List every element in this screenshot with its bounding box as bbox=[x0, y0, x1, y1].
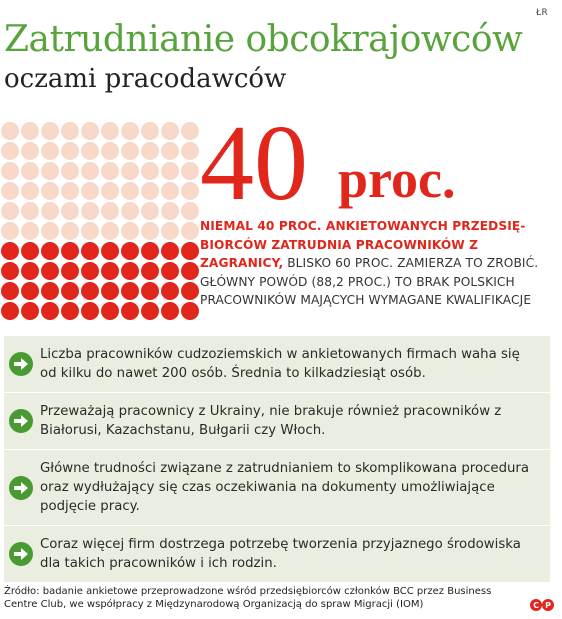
dot-empty bbox=[61, 202, 79, 220]
svg-text:P: P bbox=[545, 601, 551, 610]
dot-filled bbox=[41, 302, 59, 320]
dot-filled bbox=[121, 242, 139, 260]
dot-empty bbox=[141, 222, 159, 240]
dot-filled bbox=[81, 282, 99, 300]
dot-filled bbox=[181, 262, 199, 280]
dot-empty bbox=[141, 122, 159, 140]
dot-filled bbox=[121, 282, 139, 300]
dot-empty bbox=[61, 142, 79, 160]
cp-logo-icon bbox=[529, 598, 555, 612]
author-credit: ŁR bbox=[536, 8, 549, 18]
highlight-description bbox=[200, 217, 540, 310]
dot-filled bbox=[161, 302, 179, 320]
dot-filled bbox=[121, 302, 139, 320]
dot-filled bbox=[21, 242, 39, 260]
dot-filled bbox=[141, 262, 159, 280]
list-item-text: Liczba pracowników cudzoziemskich w ankietowanych firmach waha się od kilku do nawet 200 osób. Średnia to kilkadziesiąt osób. bbox=[40, 347, 520, 381]
dot-empty bbox=[161, 222, 179, 240]
dot-empty bbox=[141, 162, 159, 180]
dot-empty bbox=[41, 202, 59, 220]
dot-empty bbox=[41, 222, 59, 240]
dot-empty bbox=[121, 142, 139, 160]
dot-empty bbox=[121, 122, 139, 140]
list-item bbox=[4, 336, 550, 392]
dot-empty bbox=[181, 202, 199, 220]
dot-filled bbox=[21, 302, 39, 320]
dot-filled bbox=[181, 302, 199, 320]
dot-empty bbox=[161, 162, 179, 180]
dot-empty bbox=[181, 222, 199, 240]
arrow-right-circle-icon bbox=[8, 475, 34, 501]
highlight-unit: proc. bbox=[338, 149, 456, 209]
dot-filled bbox=[181, 282, 199, 300]
highlight-description-bold: NIEMAL 40 PROC. ANKIETOWANYCH PRZEDSIĘ-BIORCÓW ZATRUDNIA PRACOWNIKÓW Z ZAGRANICY, bbox=[200, 219, 526, 270]
dot-empty bbox=[21, 222, 39, 240]
dot-empty bbox=[21, 202, 39, 220]
dot-filled bbox=[81, 302, 99, 320]
dot-filled bbox=[81, 262, 99, 280]
dot-empty bbox=[21, 162, 39, 180]
dot-filled bbox=[21, 262, 39, 280]
arrow-right-circle-icon bbox=[8, 541, 34, 567]
dot-filled bbox=[141, 282, 159, 300]
dot-empty bbox=[121, 222, 139, 240]
dot-empty bbox=[81, 202, 99, 220]
list-item bbox=[4, 393, 550, 449]
dot-filled bbox=[141, 242, 159, 260]
dot-empty bbox=[1, 122, 19, 140]
dot-empty bbox=[101, 162, 119, 180]
dot-filled bbox=[121, 262, 139, 280]
dot-empty bbox=[81, 182, 99, 200]
dot-empty bbox=[21, 182, 39, 200]
infographic-subtitle: oczami pracodawców bbox=[4, 64, 287, 94]
dot-filled bbox=[41, 242, 59, 260]
dot-empty bbox=[101, 142, 119, 160]
dot-empty bbox=[161, 182, 179, 200]
dot-empty bbox=[1, 182, 19, 200]
dot-filled bbox=[101, 262, 119, 280]
list-item-text: Coraz więcej firm dostrzega potrzebę tworzenia przyjaznego środowiska dla takich pracowników i ich rodzin. bbox=[40, 537, 521, 571]
dot-empty bbox=[121, 202, 139, 220]
dot-empty bbox=[21, 142, 39, 160]
dot-filled bbox=[61, 242, 79, 260]
dot-empty bbox=[141, 202, 159, 220]
dot-empty bbox=[1, 222, 19, 240]
list-item-text: Główne trudności związane z zatrudnianiem to skomplikowana procedura oraz wydłużający się czas oczekiwania na dokumenty umożliwiające podjęcie pracy. bbox=[40, 461, 530, 514]
list-item bbox=[4, 450, 550, 525]
dot-filled bbox=[1, 282, 19, 300]
dot-filled bbox=[101, 282, 119, 300]
dot-empty bbox=[101, 222, 119, 240]
dot-empty bbox=[81, 222, 99, 240]
arrow-right-circle-icon bbox=[8, 351, 34, 377]
dot-empty bbox=[101, 122, 119, 140]
dot-empty bbox=[41, 142, 59, 160]
dot-filled bbox=[81, 242, 99, 260]
dot-filled bbox=[161, 242, 179, 260]
dot-empty bbox=[161, 122, 179, 140]
dot-empty bbox=[61, 162, 79, 180]
dot-empty bbox=[181, 162, 199, 180]
dot-empty bbox=[121, 162, 139, 180]
dot-empty bbox=[1, 162, 19, 180]
dot-empty bbox=[101, 182, 119, 200]
source-note: Źródło: badanie ankietowe przeprowadzone wśród przedsiębiorców członków BCC przez Business Centre Club, we współpracy z Międzynarodową Organizacją do spraw Migracji (IOM) bbox=[4, 586, 492, 610]
dot-filled bbox=[101, 242, 119, 260]
dot-empty bbox=[161, 142, 179, 160]
dot-filled bbox=[161, 282, 179, 300]
dot-empty bbox=[181, 182, 199, 200]
percentage-dot-grid bbox=[0, 121, 200, 321]
dot-empty bbox=[121, 182, 139, 200]
dot-filled bbox=[141, 302, 159, 320]
dot-empty bbox=[81, 122, 99, 140]
dot-empty bbox=[141, 142, 159, 160]
list-item-text: Przeważają pracownicy z Ukrainy, nie brakuje również pracowników z Białorusi, Kazachstanu, Bułgarii czy Włoch. bbox=[40, 404, 502, 438]
dot-empty bbox=[1, 202, 19, 220]
dot-filled bbox=[61, 302, 79, 320]
dot-filled bbox=[101, 302, 119, 320]
dot-empty bbox=[41, 162, 59, 180]
dot-filled bbox=[161, 262, 179, 280]
dot-empty bbox=[1, 142, 19, 160]
svg-text:C: C bbox=[533, 601, 539, 610]
dot-empty bbox=[101, 202, 119, 220]
dot-filled bbox=[1, 242, 19, 260]
dot-empty bbox=[61, 222, 79, 240]
dot-filled bbox=[21, 282, 39, 300]
dot-filled bbox=[41, 262, 59, 280]
arrow-right-circle-icon bbox=[8, 408, 34, 434]
dot-empty bbox=[81, 142, 99, 160]
dot-empty bbox=[181, 122, 199, 140]
dot-filled bbox=[61, 282, 79, 300]
dot-empty bbox=[21, 122, 39, 140]
highlight-description-rest: BLISKO 60 PROC. ZAMIERZA TO ZROBIĆ. GŁÓWNY POWÓD (88,2 PROC.) TO BRAK POLSKICH PRACOWNIKÓW MAJĄCYCH WYMAGANE KWALIFIKACJE bbox=[200, 256, 539, 307]
dot-filled bbox=[1, 262, 19, 280]
highlight-value: 40 bbox=[200, 104, 308, 223]
dot-filled bbox=[61, 262, 79, 280]
dot-filled bbox=[1, 302, 19, 320]
dot-empty bbox=[81, 162, 99, 180]
dot-empty bbox=[41, 122, 59, 140]
list-item bbox=[4, 526, 550, 582]
infographic-title: Zatrudnianie obcokrajowców bbox=[4, 19, 523, 60]
dot-empty bbox=[61, 182, 79, 200]
dot-empty bbox=[41, 182, 59, 200]
dot-filled bbox=[181, 242, 199, 260]
dot-empty bbox=[61, 122, 79, 140]
dot-empty bbox=[141, 182, 159, 200]
dot-empty bbox=[161, 202, 179, 220]
dot-filled bbox=[41, 282, 59, 300]
dot-empty bbox=[181, 142, 199, 160]
